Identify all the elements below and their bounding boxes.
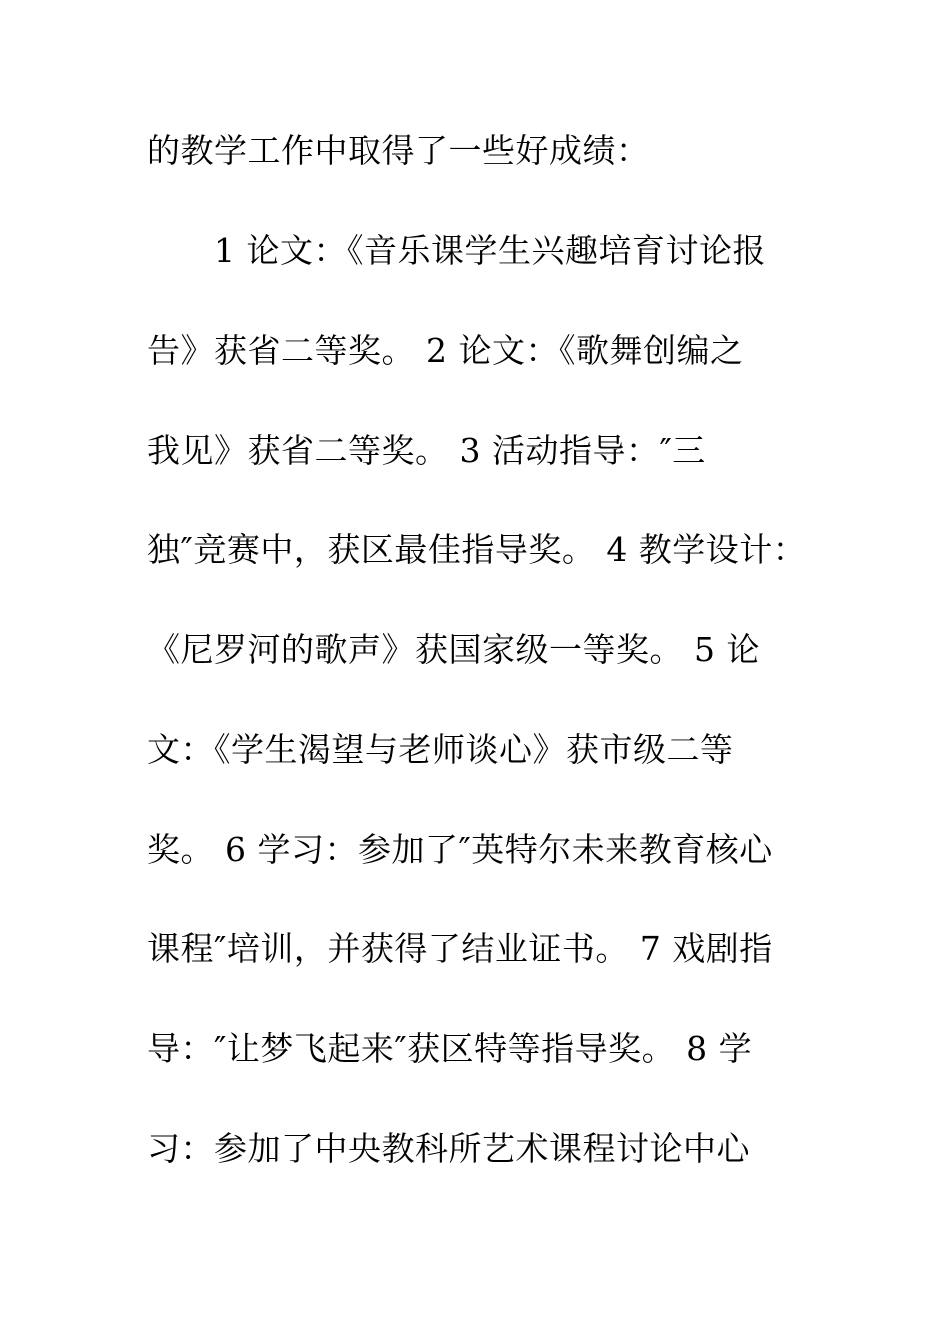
body-text-line: 习：参加了中央教科所艺术课程讨论中心 (147, 1129, 750, 1168)
body-text-line: 告》获省二等奖。 2 论文：《歌舞创编之 (147, 331, 744, 370)
body-text-line: 我见》获省二等奖。 3 活动指导：″三 (147, 431, 706, 470)
body-text-line: 《尼罗河的歌声》获国家级一等奖。 5 论 (147, 630, 760, 669)
body-text-line: 1 论文：《音乐课学生兴趣培育讨论报 (214, 231, 766, 270)
body-text-line: 奖。 6 学习：参加了″英特尔未来教育核心 (147, 830, 773, 869)
body-text-line: 导：″让梦飞起来″获区特等指导奖。 8 学 (147, 1029, 753, 1068)
body-text-line: 独″竞赛中，获区最佳指导奖。 4 教学设计： (147, 530, 807, 569)
body-text-line: 文：《学生渴望与老师谈心》获市级二等 (147, 730, 734, 769)
body-text-line: 课程″培训，并获得了结业证书。 7 戏剧指 (147, 929, 773, 968)
body-text-line: 的教学工作中取得了一些好成绩： (147, 131, 650, 170)
